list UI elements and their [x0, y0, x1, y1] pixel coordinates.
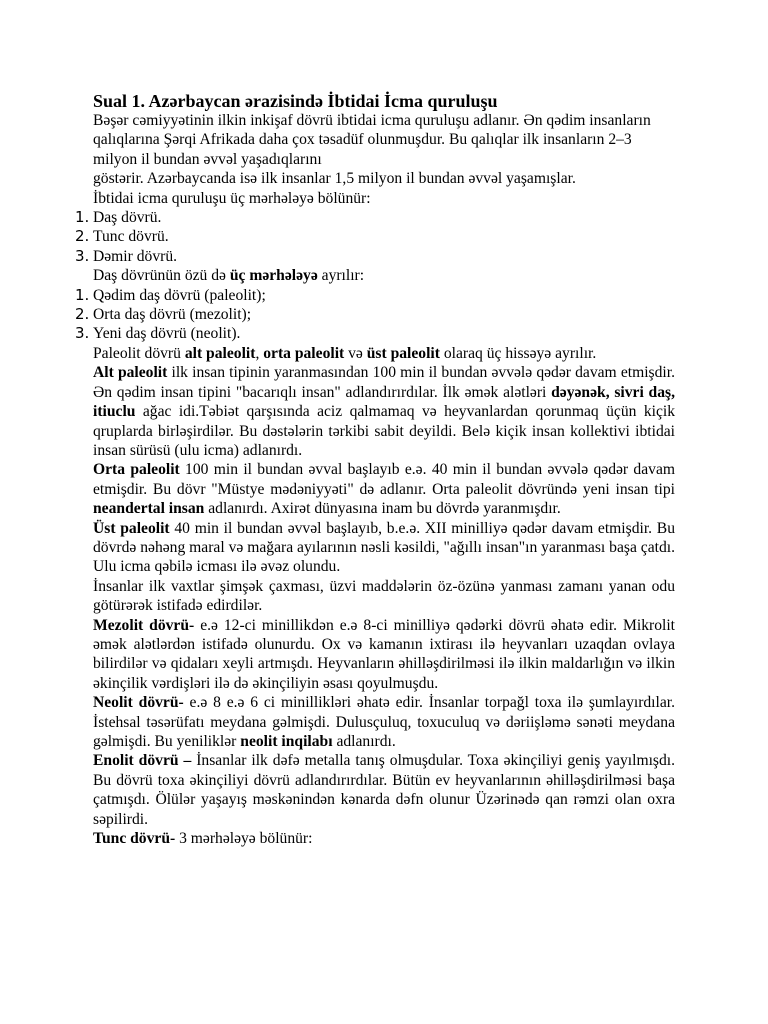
page-title: Sual 1. Azərbaycan ərazisində İbtidai İcma quruluşu — [93, 91, 498, 111]
list-item — [75, 227, 675, 246]
eno-text: İnsanlar ilk dəfə metalla tanış olmuşdular. Toxa əkinçiliyi geniş yayılmışdı. Bu dövrü toxa əkinçiliyi dövrü adlandırırdılar. Bütün ev heyvanlarının əhilləşdirilməsi başa çatmışdı. Ölülər yaşayış məskənindən kənarda dəfn olunur Üzərinədə qan rəmzi olan oxra səpilirdi. — [93, 752, 676, 828]
intro-paragraph — [93, 111, 675, 208]
alt-tools: dəyənək, sivri daş, itiuclu — [93, 383, 675, 421]
list-number: 2. — [75, 227, 90, 246]
neo-revolution: neolit inqilabı — [240, 733, 333, 750]
list-item-text: Orta daş dövrü (mezolit); — [93, 306, 252, 324]
fire-paragraph: İnsanlar ilk vaxtlar şimşək çaxması, üzvi maddələrin öz-özünə yanması zamanı yanan odu götürərək istifadə edirdilər. — [93, 577, 675, 615]
list-number: 3. — [75, 324, 90, 343]
document-body — [75, 111, 676, 848]
paleo-b1: alt paleolit — [184, 344, 256, 362]
mezo-text: e.ə 12-ci minillikdən e.ə 8-ci minilliyə qədərki dövrü əhatə edir. Mikrolit əmək alətlərdən istifadə olunurdu. Ox və kamanın ixtirası ilə heyvanları uzaqdan ovlaya bilirdilər və qidaları xeyli artmışdı. Heyvanların əhilləşdirilməsi ilə ilkin maldarlığın və ilkin əkinçilik vərdişləri ilə də əkinçiliyin əsası qoyulmuşdu. — [93, 616, 676, 692]
neolith-paragraph — [93, 693, 675, 751]
ust-heading: Üst paleolit — [93, 519, 170, 537]
lower-paleolith-paragraph — [93, 363, 675, 460]
bronze-paragraph — [93, 829, 675, 848]
stone-bold: üç mərhələyə — [229, 267, 318, 285]
paleo-s1: , — [255, 344, 264, 362]
ust-text: 40 min il bundan əvvəl başlayıb, b.e.ə. XII minilliyə qədər davam etmişdir. Bu dövrdə nəhəng maral və mağara ayılarının nəsli kəsildi, "ağıllı insan"ın yaranması başa çatdı. Ulu icma qəbilə icması ilə əvəz olundu. — [93, 519, 675, 576]
alt-text-2: ağac idi.Təbiət qarşısında aciz qalmamaq və heyvanlardan qorunmaq üçün kiçik qruplarda birləşirdilər. Bu dəstələrin tərkibi sabit deyildi. Belə kiçik insan kollektivi ibtidai insan sürüsü (ulu icma) adlanırdı. — [93, 403, 675, 459]
neo-text-1: e.ə 8 e.ə 6 ci minillikləri əhatə edir. İnsanlar torpağl toxa ilə şumlayırdılar. İstehsal təsərüfatı meydana gəlmişdi. Dulusçuluq, toxuculuq və dəriişləmə sənəti meydana gəlmişdi. Bu yeniliklər — [93, 694, 676, 750]
orta-text-1: 100 min il bundan əvval başlayıb e.ə. 40 min il bundan əvvələ qədər davam etmişdir. Bu dövr "Müstye mədəniyyəti" də adlanır. Orta paleolit dövründə yeni insan tipi — [93, 461, 675, 498]
paleo-c: olaraq üç hissəyə ayrılır. — [439, 344, 597, 362]
list-item-text: Qədim daş dövrü (paleolit); — [93, 286, 266, 304]
mezo-heading: Mezolit dövrü- — [93, 616, 195, 634]
neo-heading: Neolit dövrü- — [93, 694, 184, 712]
stone-post: ayrılır: — [317, 267, 365, 285]
list-item — [75, 305, 675, 324]
list-number: 1. — [75, 285, 90, 304]
paleo-b2: orta paleolit — [263, 344, 345, 362]
list-item — [75, 285, 675, 305]
paleo-a: Paleolit dövrü — [93, 344, 185, 362]
list-item-text: Daş dövrü. — [93, 209, 162, 227]
list-item — [75, 208, 675, 227]
tunc-text: 3 mərhələyə bölünür: — [175, 830, 313, 848]
tunc-heading: Tunc dövrü- — [93, 830, 176, 848]
eno-heading: Enolit dövrü – — [93, 752, 192, 770]
intro-text-3: İbtidai icma quruluşu üç mərhələyə bölünür: — [93, 189, 371, 207]
stone-age-intro — [93, 266, 675, 285]
list-item-text: Dəmir dövrü. — [93, 247, 178, 265]
intro-text-1: Bəşər cəmiyyətinin ilkin inkişaf dövrü ibtidai icma quruluşu adlanır. Ən qədim insanların qalıqlarına Şərqi Afrikada daha çox təsadüf olunmuşdur. Bu qalıqlar ilk insanların 2–3 milyon il bundan əvvəl yaşadıqlarını — [93, 112, 651, 168]
list-number: 3. — [75, 246, 90, 265]
list-item-text: Yeni daş dövrü (neolit). — [93, 325, 241, 343]
mesolith-paragraph — [93, 616, 675, 694]
middle-paleolith-paragraph — [93, 460, 675, 518]
list-item — [75, 246, 675, 266]
neo-text-2: adlanırdı. — [332, 733, 396, 750]
alt-heading: Alt paleolit — [93, 364, 168, 382]
list-number: 2. — [75, 305, 90, 324]
list-item — [75, 324, 675, 343]
paleolith-paragraph — [93, 344, 675, 363]
periods-list — [75, 208, 675, 266]
paleo-b3: üst paleolit — [366, 344, 440, 362]
intro-text-2: göstərir. Azərbaycanda isə ilk insanlar 1,5 milyon il bundan əvvəl yaşamışlar. — [93, 170, 576, 188]
alt-text-1: ilk insan tipinin yaranmasından 100 min il bundan əvvələ qədər davam etmişdir. Ən qədim insan tipini "bacarıqlı insan" adlandırırdılar. İlk əmək alətləri — [93, 364, 675, 401]
orta-heading: Orta paleolit — [93, 461, 180, 479]
list-number: 1. — [75, 208, 90, 227]
stone-age-list — [75, 285, 675, 344]
list-item-text: Tunc dövrü. — [93, 228, 169, 246]
upper-paleolith-paragraph — [93, 519, 675, 577]
paleo-s2: və — [344, 344, 367, 362]
orta-neandertal: neandertal insan — [93, 500, 205, 518]
orta-text-2: adlanırdı. Axirət dünyasına inam bu dövrdə yaranmışdır. — [204, 500, 561, 518]
stone-pre: Daş dövrünün özü də — [93, 267, 230, 285]
eneolith-paragraph — [93, 751, 675, 829]
